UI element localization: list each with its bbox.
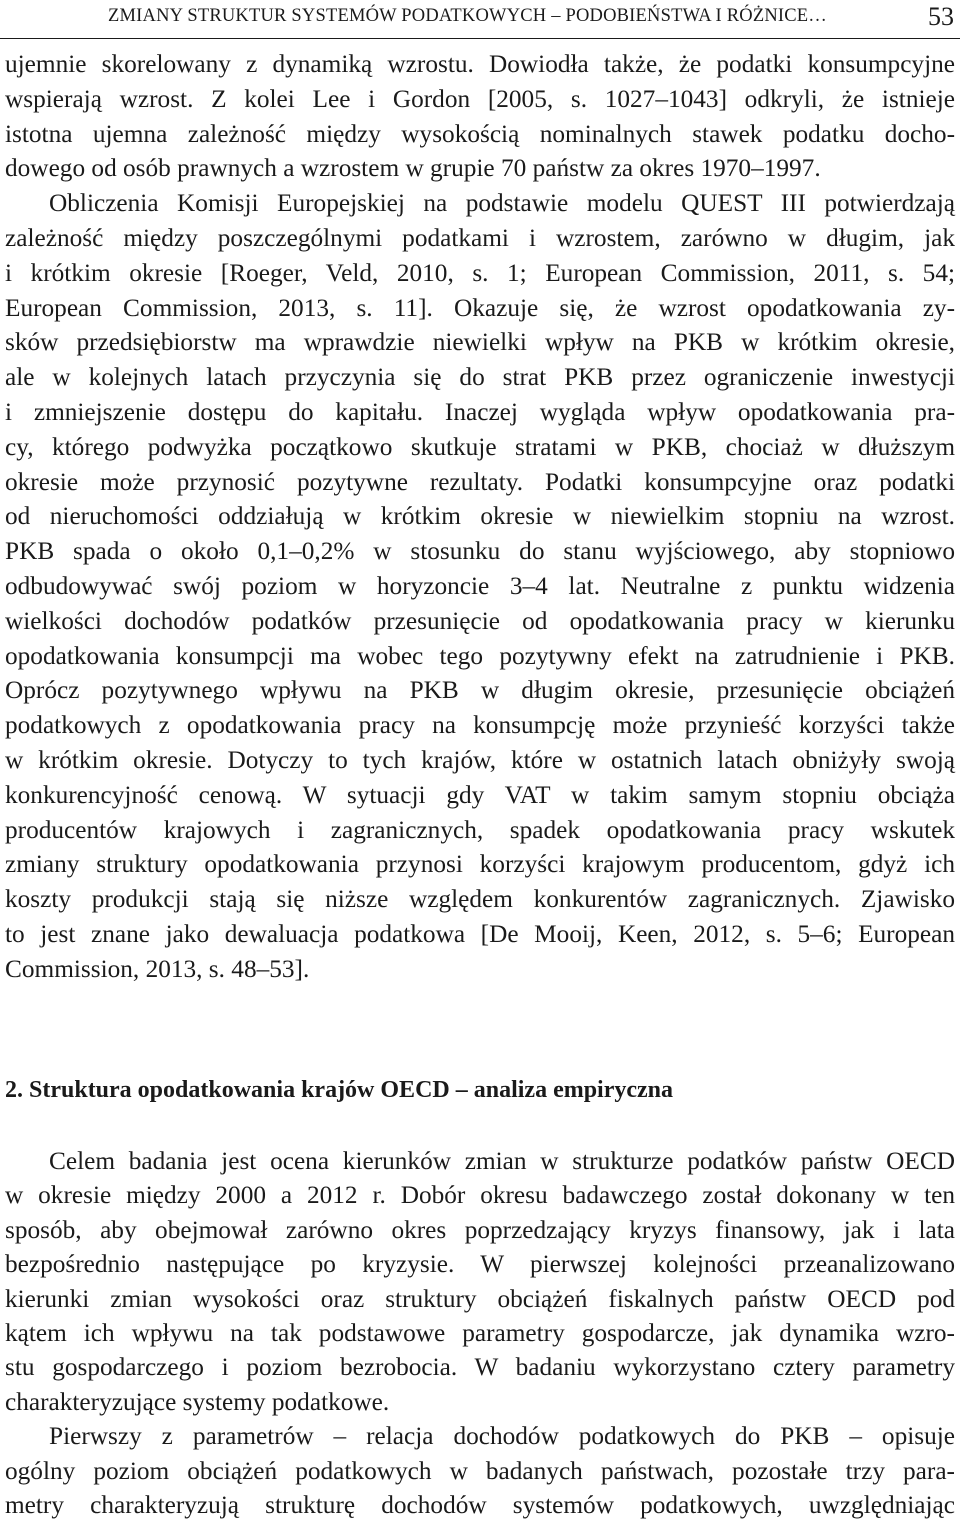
text-line: konkurencyjność cenową. W sytuacji gdy VAT w takim samym stopniu obciąża: [5, 780, 955, 809]
text-line: koszty produkcji stają się niższe względem konkurentów zagranicznych. Zjawisko: [5, 885, 955, 914]
text-line: ujemnie skorelowany z dynamiką wzrostu. Dowiodła także, że podatki konsumpcyjne: [5, 50, 955, 78]
text-line: wielkości dochodów podatków przesunięcie od opodatkowania pracy w kierunku: [5, 606, 955, 635]
text-line: sposób, aby obejmował zarówno okres poprzedzający kryzys finansowy, jak i lata: [5, 1215, 955, 1244]
text-line: opodatkowania konsumpcji ma wobec tego pozytywny efekt na zatrudnienie i PKB.: [5, 641, 955, 670]
text-line: Pierwszy z parametrów – relacja dochodów podatkowych do PKB – opisuje: [49, 1422, 955, 1451]
text-line: w krótkim okresie. Dotyczy to tych krajów, które w ostatnich latach obniżyły swoją: [5, 745, 955, 774]
text-line: ogólny poziom obciążeń podatkowych w badanych państwach, pozostałe trzy para-: [5, 1456, 955, 1485]
text-line: PKB spada o około 0,1–0,2% w stosunku do stanu wyjściowego, aby stopniowo: [5, 537, 955, 566]
text-line: to jest znane jako dewaluacja podatkowa [De Mooij, Keen, 2012, s. 5–6; European: [5, 919, 955, 948]
page-number: 53: [928, 2, 954, 31]
section-body-text: [5, 1144, 955, 1522]
text-line: sków przedsiębiorstw ma wprawdzie niewielki wpływ na PKB w krótkim okresie,: [5, 328, 955, 357]
text-line: stu gospodarczego i poziom bezrobocia. W badaniu wykorzystano cztery parametry: [5, 1353, 955, 1382]
text-line: wspierają wzrost. Z kolei Lee i Gordon [2005, s. 1027–1043] odkryli, że istnieje: [5, 84, 955, 113]
text-line: w okresie między 2000 a 2012 r. Dobór okresu badawczego został dokonany w ten: [5, 1181, 955, 1210]
text-line: i krótkim okresie [Roeger, Veld, 2010, s. 1; European Commission, 2011, s. 54;: [5, 258, 955, 287]
text-line: ale w kolejnych latach przyczynia się do strat PKB przez ograniczenie inwestycji: [5, 363, 955, 392]
text-line: producentów krajowych i zagranicznych, spadek opodatkowania pracy wskutek: [5, 815, 955, 844]
text-line: od nieruchomości oddziałują w krótkim okresie w niewielkim stopniu na wzrost.: [5, 502, 955, 531]
text-line: kątem ich wpływu na tak podstawowe parametry gospodarcze, jak dynamika wzro-: [5, 1318, 955, 1347]
body-text: [5, 47, 955, 987]
running-header: [0, 0, 960, 39]
text-line: i zmniejszenie dostępu do kapitału. Inaczej wygląda wpływ opodatkowania pra-: [5, 397, 955, 426]
text-line: charakteryzujące systemy podatkowe.: [5, 1387, 390, 1416]
text-line: bezpośrednio następujące po kryzysie. W pierwszej kolejności przeanalizowano: [5, 1250, 955, 1279]
text-line: odbudowywać swój poziom w horyzoncie 3–4 lat. Neutralne z punktu widzenia: [5, 571, 955, 600]
text-line: zależność między poszczególnymi podatkami i wzrostem, zarówno w długim, jak: [5, 223, 955, 252]
running-title: ZMIANY STRUKTUR SYSTEMÓW PODATKOWYCH – PODOBIEŃSTWA I RÓŻNICE…: [108, 6, 828, 26]
section-heading: 2. Struktura opodatkowania krajów OECD – analiza empiryczna: [5, 1077, 674, 1103]
text-line: dowego od osób prawnych a wzrostem w grupie 70 państw za okres 1970–1997.: [5, 154, 821, 183]
text-line: kierunki zmian wysokości oraz struktury obciążeń fiskalnych państw OECD pod: [5, 1284, 955, 1313]
text-line: Oprócz pozytywnego wpływu na PKB w długim okresie, przesunięcie obciążeń: [5, 676, 955, 705]
text-line: European Commission, 2013, s. 11]. Okazuje się, że wzrost opodatkowania zy-: [5, 293, 955, 322]
text-line: Commission, 2013, s. 48–53].: [5, 954, 310, 983]
text-line: cy, którego podwyżka początkowo skutkuje stratami w PKB, chociaż w dłuższym: [5, 432, 955, 461]
text-line: okresie może przynosić pozytywne rezultaty. Podatki konsumpcyjne oraz podatki: [5, 467, 955, 496]
text-line: podatkowych z opodatkowania pracy na konsumpcję może przynieść korzyści także: [5, 711, 955, 740]
text-line: metry charakteryzują strukturę dochodów systemów podatkowych, uwzględniając: [5, 1490, 955, 1519]
text-line: Obliczenia Komisji Europejskiej na podstawie modelu QUEST III potwierdzają: [49, 189, 955, 218]
text-line: Celem badania jest ocena kierunków zmian w strukturze podatków państw OECD: [49, 1147, 955, 1175]
text-line: istotna ujemna zależność między wysokością nominalnych stawek podatku docho-: [5, 119, 955, 148]
text-line: zmiany struktury opodatkowania przynosi korzyści krajowym producentom, gdyż ich: [5, 850, 955, 879]
